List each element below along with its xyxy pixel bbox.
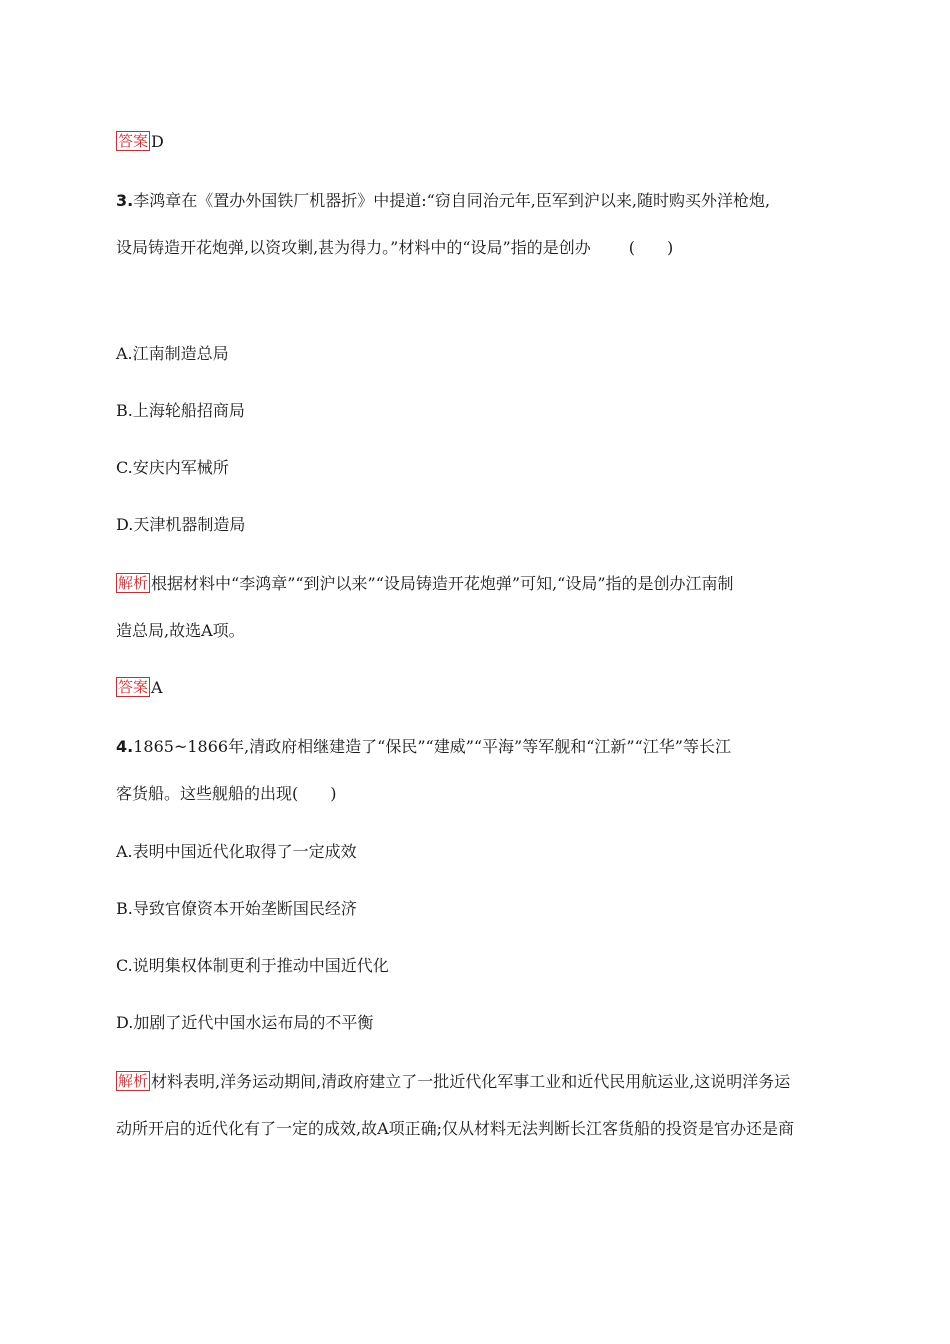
q2-answer-line [116,131,164,153]
answer-tag: 答案 [118,678,149,696]
q3-option-d: D.天津机器制造局 [116,515,246,534]
question-stem-text: 李鸿章在《置办外国铁厂机器折》中提道:“窃自同治元年,臣军到沪以来,随时购买外洋枪炮, [133,191,771,210]
q3-stem-line-1 [116,190,770,212]
q4-analysis-line-2: 动所开启的近代化有了一定的成效,故A项正确;仅从材料无法判断长江客货船的投资是官办还是商 [116,1119,795,1138]
q4-stem-line-2: 客货船。这些舰船的出现( ) [116,784,337,803]
answer-value: D [151,132,164,151]
q3-option-a: A.江南制造总局 [116,344,229,363]
analysis-tag: 解析 [118,1072,149,1090]
q3-analysis-line-2: 造总局,故选A项。 [116,621,245,640]
q3-stem-line-2 [116,237,673,259]
q4-option-d: D.加剧了近代中国水运布局的不平衡 [116,1013,374,1032]
question-stem-text: 1865~1866年,清政府相继建造了“保民”“建威”“平海”等军舰和“江新”“江华”等长江 [133,737,731,756]
answer-value: A [151,678,163,697]
q4-option-a: A.表明中国近代化取得了一定成效 [116,842,357,861]
q4-analysis-line-1 [116,1071,790,1093]
analysis-text: 根据材料中“李鸿章”“到沪以来”“设局铸造开花炮弹”可知,“设局”指的是创办江南制 [151,574,734,593]
question-stem-text: 设局铸造开花炮弹,以资攻剿,甚为得力。”材料中的“设局”指的是创办 [116,238,591,257]
question-number: 3. [116,191,134,210]
question-number: 4. [116,737,134,756]
answer-tag: 答案 [118,132,149,150]
q3-answer-line [116,677,163,699]
q4-option-b: B.导致官僚资本开始垄断国民经济 [116,899,357,918]
q3-option-b: B.上海轮船招商局 [116,401,245,420]
q4-option-c: C.说明集权体制更利于推动中国近代化 [116,956,389,975]
q3-option-c: C.安庆内军械所 [116,458,229,477]
q4-stem-line-1 [116,736,731,758]
analysis-text: 材料表明,洋务运动期间,清政府建立了一批近代化军事工业和近代民用航运业,这说明洋务运 [151,1072,791,1091]
q3-analysis-line-1 [116,573,734,595]
answer-blank: ( ) [628,238,674,257]
analysis-tag: 解析 [118,574,149,592]
